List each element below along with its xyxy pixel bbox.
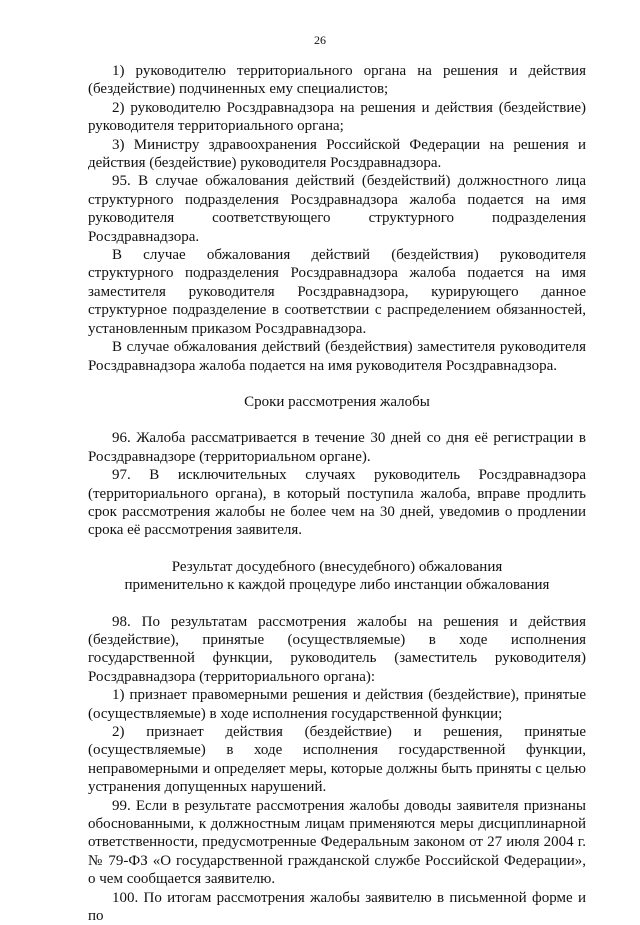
section-heading: Сроки рассмотрения жалобы (244, 393, 430, 410)
page-number: 26 (314, 33, 326, 47)
section-heading-line-1: Результат досудебного (внесудебного) обжалования (171, 558, 503, 575)
paragraph: 2) признает действия (бездействие) и решения, принятые (осуществляемые) в ходе исполнения государственной функции, неправомерными и определяет меры, которые должны быть приняты с целью устранения допущенных нарушений. (88, 724, 586, 796)
paragraph: 1) признает правомерными решения и действия (бездействие), принятые (осуществляемые) в ходе исполнения государственной функции; (88, 687, 586, 722)
paragraph: В случае обжалования действий (бездействия) заместителя руководителя Росздравнадзора жалоба подается на имя руководителя Росздравнадзора. (88, 339, 586, 374)
paragraph: 98. По результатам рассмотрения жалобы на решения и действия (бездействие), принятые (осуществляемые) в ходе исполнения государственной функции, руководитель (заместитель руководителя) Росздравнадзора (территориального органа): (88, 613, 586, 685)
document-body (88, 62, 586, 925)
section-heading-line-2: применительно к каждой процедуре либо инстанции обжалования (124, 577, 550, 594)
paragraph: 100. По итогам рассмотрения жалобы заявителю в письменной форме и по (88, 889, 586, 925)
paragraph: 96. Жалоба рассматривается в течение 30 дней со дня её регистрации в Росздравнадзоре (территориальном органе). (88, 430, 586, 465)
paragraph: 3) Министру здравоохранения Российской Федерации на решения и действия (бездействие) руководителя Росздравнадзора. (88, 136, 586, 172)
paragraph: 1) руководителю территориального органа на решения и действия (бездействие) подчиненных ему специалистов; (88, 63, 586, 98)
paragraph: 97. В исключительных случаях руководитель Росздравнадзора (территориального органа), в который поступила жалоба, вправе продлить срок рассмотрения жалобы не более чем на 30 дней, уведомив о продлении срока её рассмотрения заявителя. (88, 467, 586, 539)
paragraph: 2) руководителю Росздравнадзора на решения и действия (бездействие) руководителя территориального органа; (88, 99, 586, 135)
paragraph: 99. Если в результате рассмотрения жалобы доводы заявителя признаны обоснованными, к должностным лицам применяются меры дисциплинарной ответственности, предусмотренные Федеральным законом от 27 июля 2004 г. № 79-ФЗ «О государственной гражданской службе Российской Федерации», о чем сообщается заявителю. (88, 797, 586, 888)
section-heading-2 (88, 558, 586, 595)
paragraph: В случае обжалования действий (бездействия) руководителя структурного подразделения Росздравнадзора жалоба подается на имя заместителя руководителя Росздравнадзора, курирующего данное структурное подразделение в соответствии с распределением обязанностей, установленным приказом Росздравнадзора. (88, 247, 586, 337)
paragraph: 95. В случае обжалования действий (бездействий) должностного лица структурного подразделения Росздравнадзора жалоба подается на имя руководителя соответствующего структурного подразделения Росздравнадзора. (88, 173, 586, 245)
